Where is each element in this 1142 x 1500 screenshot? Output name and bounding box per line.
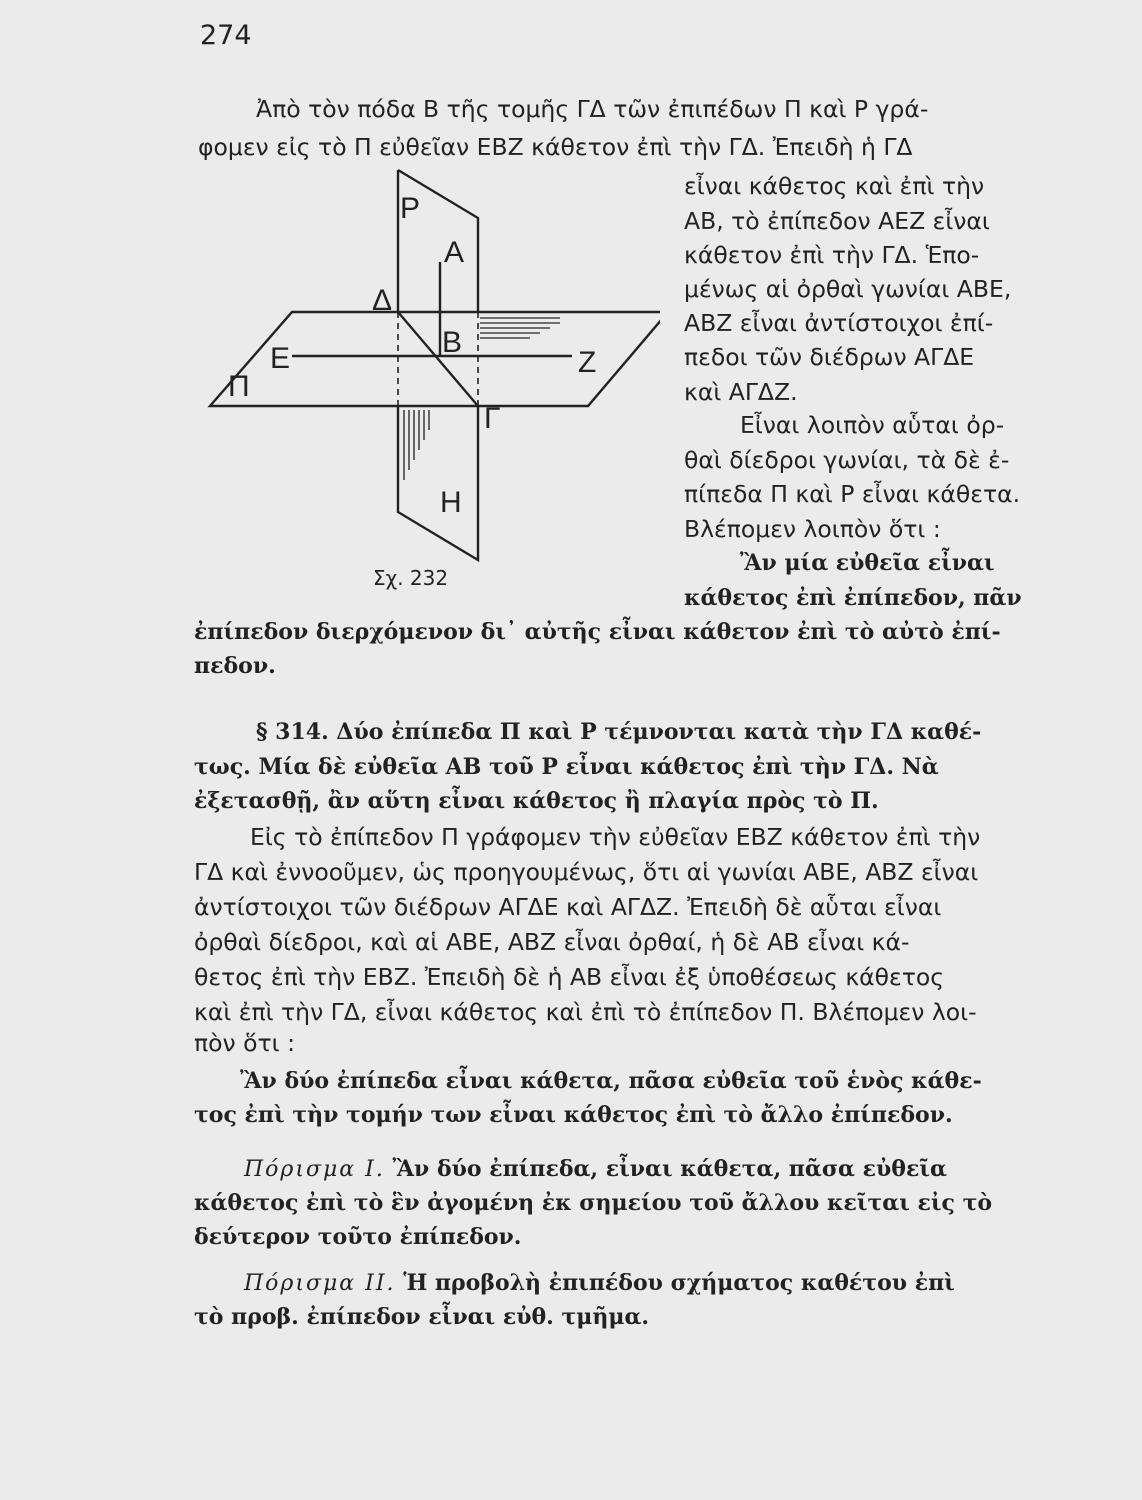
corollary-2-label: Πόρισμα ΙΙ. — [244, 1271, 396, 1296]
text-line: θαὶ δίεδροι γωνίαι, τὰ δὲ ἐ- — [684, 446, 1010, 474]
text-line: ΑΒ, τὸ ἐπίπεδον ΑΕΖ εἶναι — [684, 207, 990, 235]
text-line: πίπεδα Π καὶ Ρ εἶναι κάθετα. — [684, 480, 1021, 508]
theorem-line: Ἂν δύο ἐπίπεδα εἶναι κάθετα, πᾶσα εὐθεῖα τοῦ ἑνὸς κάθε- — [240, 1068, 982, 1094]
theorem-line: τος ἐπὶ τὴν τομήν των εἶναι κάθετος ἐπὶ τὸ ἄλλο ἐπίπεδον. — [194, 1102, 953, 1128]
text-line: ΓΔ καὶ ἐννοοῦμεν, ὡς προηγουμένως, ὅτι αἱ γωνίαι ΑΒΕ, ΑΒΖ εἶναι — [194, 858, 979, 886]
label-A: Α — [444, 236, 465, 269]
text-line: κάθετον ἐπὶ τὴν ΓΔ. Ἑπο- — [684, 241, 980, 269]
text-line: Εἶναι λοιπὸν αὗται ὀρ- — [740, 411, 1005, 439]
label-Pi: Π — [228, 370, 250, 403]
text-line: καὶ ἐπὶ τὴν ΓΔ, εἶναι κάθετος καὶ ἐπὶ τὸ ἐπίπεδον Π. Βλέπομεν λοι- — [194, 998, 977, 1026]
corollary-2 — [244, 1272, 955, 1295]
corollary-line: δεύτερον τοῦτο ἐπίπεδον. — [194, 1224, 522, 1250]
text-line: φομεν εἰς τὸ Π εὐθεῖαν ΕΒΖ κάθετον ἐπὶ τὴν ΓΔ. Ἐπειδὴ ἡ ΓΔ — [198, 133, 913, 161]
label-P: Ρ — [400, 192, 421, 225]
text-line: εἶναι κάθετος καὶ ἐπὶ τὴν — [684, 172, 985, 200]
theorem-line: πεδον. — [194, 653, 276, 679]
label-E: Ε — [270, 342, 291, 375]
text-line: θετος ἐπὶ τὴν ΕΒΖ. Ἐπειδὴ δὲ ἡ ΑΒ εἶναι ἐξ ὑποθέσεως κάθετος — [194, 963, 945, 991]
plane-rho-lower — [398, 406, 478, 560]
text-line: ἀντίστοιχοι τῶν διέδρων ΑΓΔΕ καὶ ΑΓΔΖ. Ἐπειδὴ δὲ αὗται εἶναι — [194, 893, 942, 921]
section-heading-314: § 314. Δύο ἐπίπεδα Π καὶ Ρ τέμνονται κατὰ τὴν ΓΔ καθέ- — [256, 719, 982, 745]
theorem-line: ἐπίπεδον διερχόμενον δι᾿ αὐτῆς εἶναι κάθετον ἐπὶ τὸ αὐτὸ ἐπί- — [194, 619, 1001, 645]
text-line: Εἰς τὸ ἐπίπεδον Π γράφομεν τὴν εὐθεῖαν ΕΒΖ κάθετον ἐπὶ τὴν — [250, 823, 981, 851]
text-line: Ἀπὸ τὸν πόδα Β τῆς τομῆς ΓΔ τῶν ἐπιπέδων Π καὶ Ρ γρά- — [256, 95, 929, 123]
line-GD — [398, 312, 478, 406]
text-line: πεδοι τῶν διέδρων ΑΓΔΕ — [684, 343, 975, 371]
problem-line: τως. Μία δὲ εὐθεῖα ΑΒ τοῦ Ρ εἶναι κάθετος ἐπὶ τὴν ΓΔ. Νὰ — [194, 754, 939, 780]
page-number: 274 — [200, 20, 252, 51]
corollary-1-label: Πόρισμα Ι. — [244, 1157, 385, 1182]
label-G: Γ — [484, 402, 501, 435]
label-Z: Ζ — [578, 346, 597, 379]
label-B: Β — [442, 326, 463, 359]
corollary-line: τὸ προβ. ἐπίπεδον εἶναι εὐθ. τμῆμα. — [194, 1304, 650, 1330]
problem-line: ἐξετασθῇ, ἂν αὕτη εἶναι κάθετος ἢ πλαγία πρὸς τὸ Π. — [194, 788, 879, 814]
theorem-line: κάθετος ἐπὶ ἐπίπεδον, πᾶν — [684, 585, 1022, 611]
label-H: Η — [440, 486, 462, 519]
text-line: ΑΒΖ εἶναι ἀντίστοιχοι ἐπί- — [684, 309, 994, 337]
corollary-1-text: Ἂν δύο ἐπίπεδα, εἶναι κάθετα, πᾶσα εὐθεῖα — [392, 1156, 947, 1182]
text-line: πὸν ὅτι : — [194, 1029, 295, 1057]
text-line: ὀρθαὶ δίεδροι, καὶ αἱ ΑΒΕ, ΑΒΖ εἶναι ὀρθαί, ἡ δὲ ΑΒ εἶναι κά- — [194, 928, 910, 956]
theorem-line: Ἂν μία εὐθεῖα εἶναι — [740, 550, 995, 576]
label-D: Δ — [372, 284, 393, 317]
text-line: Βλέπομεν λοιπὸν ὅτι : — [684, 515, 941, 543]
corollary-line: κάθετος ἐπὶ τὸ ἓν ἀγομένη ἐκ σημείου τοῦ ἄλλου κεῖται εἰς τὸ — [194, 1190, 993, 1216]
corollary-2-text: Ἡ προβολὴ ἐπιπέδου σχήματος καθέτου ἐπὶ — [403, 1270, 955, 1296]
text-line: καὶ ΑΓΔΖ. — [684, 378, 798, 406]
text-line: μένως αἱ ὀρθαὶ γωνίαι ΑΒΕ, — [684, 275, 1012, 303]
figure-caption: Σχ. 232 — [373, 566, 449, 590]
corollary-1 — [244, 1158, 947, 1181]
figure-perpendicular-planes — [200, 160, 660, 600]
